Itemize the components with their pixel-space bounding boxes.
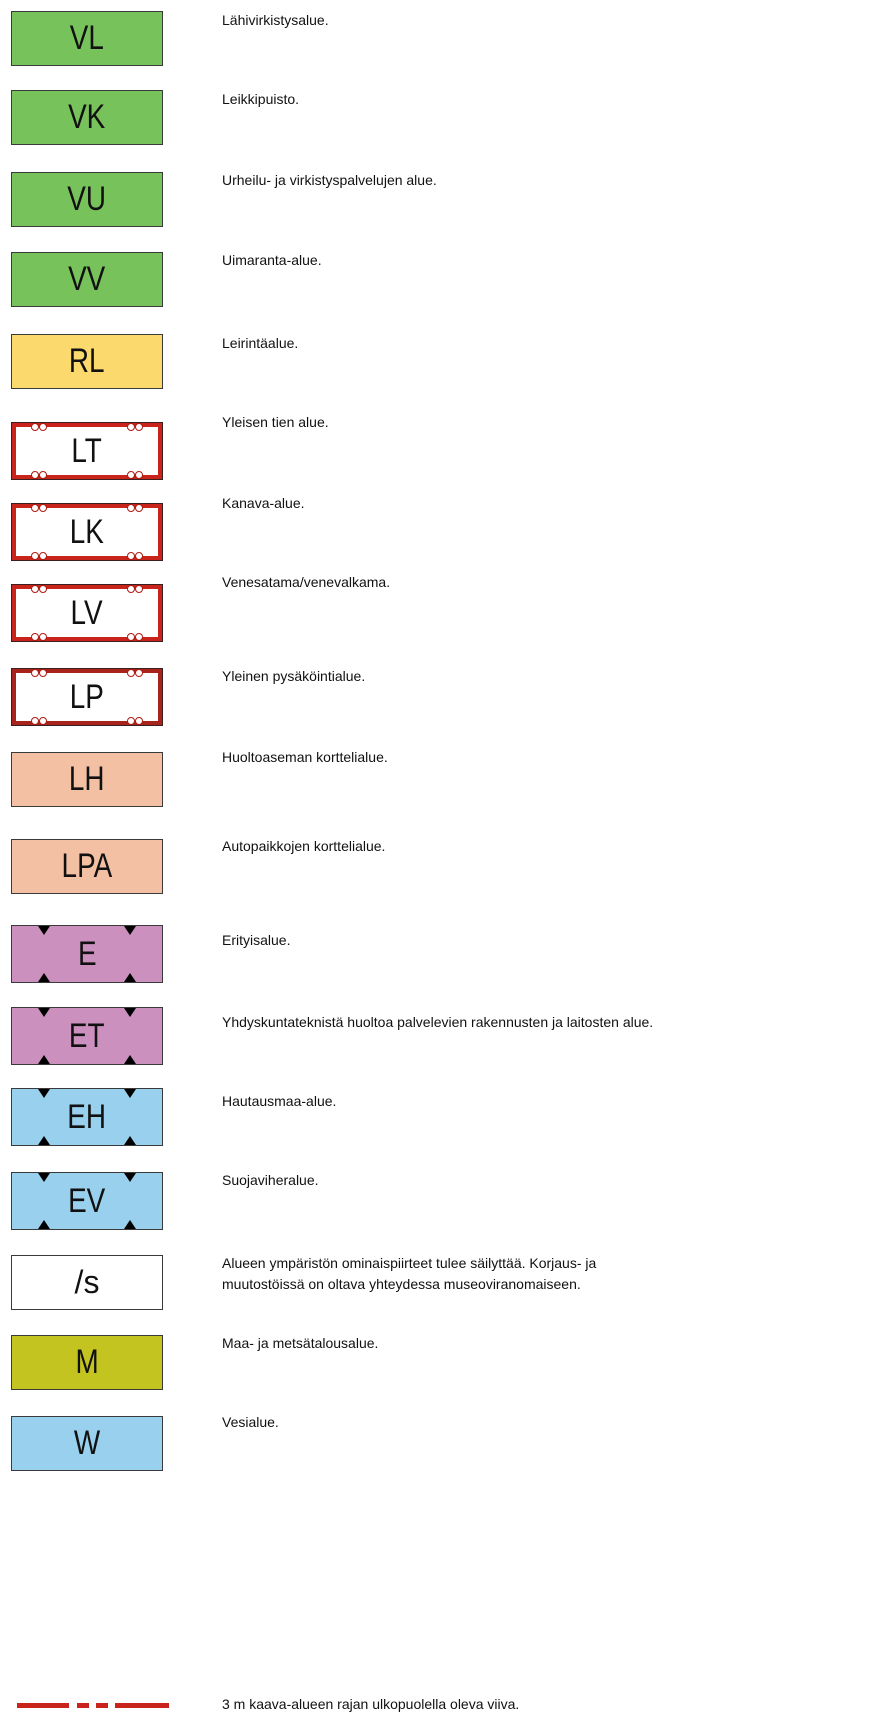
legend-swatch-vu [11,172,163,227]
triangle-marker-icon [124,1008,136,1017]
triangle-marker-icon [124,1055,136,1064]
legend-description: Yleisen tien alue. [222,414,329,430]
legend-swatch-lpa [11,839,163,894]
legend-description: Suojaviheralue. [222,1172,319,1188]
triangle-marker-icon [38,1136,50,1145]
triangle-marker-icon [124,1173,136,1182]
legend-description: Hautausmaa-alue. [222,1093,337,1109]
legend-row-s [0,1251,890,1321]
legend-swatch-s [11,1255,163,1310]
legend-row-m [0,1331,890,1401]
legend-swatch-et [11,1007,163,1065]
legend-description: Venesatama/venevalkama. [222,574,391,590]
legend-swatch-lh [11,752,163,807]
dot-ornament-icon [30,585,48,593]
legend-description: Yleinen pysäköintialue. [222,668,366,684]
legend-swatch-vv [11,252,163,307]
legend-swatch-e [11,925,163,983]
legend-code: VV [68,260,106,298]
legend-description: Maa- ja metsätalousalue. [222,1335,379,1351]
legend-swatch-vk [11,90,163,145]
legend-row-e [0,928,890,998]
triangle-marker-icon [38,1055,50,1064]
legend-description: Vesialue. [222,1414,279,1430]
legend-swatch-lv [11,584,163,642]
triangle-marker-icon [124,1089,136,1098]
legend-swatch-lk [11,503,163,561]
legend-swatch-ev [11,1172,163,1230]
legend-row-lh [0,745,890,815]
dot-ornament-icon [126,585,144,593]
legend-swatch-w [11,1416,163,1471]
dot-ornament-icon [30,504,48,512]
dot-ornament-icon [30,471,48,479]
legend-description [222,1253,596,1295]
legend-description: Urheilu- ja virkistyspalvelujen alue. [222,172,437,188]
legend-row-ev [0,1168,890,1238]
legend-code: LK [69,512,105,551]
boundary-line-description: 3 m kaava-alueen rajan ulkopuolella oleva viiva. [222,1696,520,1712]
legend-code: RL [69,342,105,380]
legend-description: Leirintäalue. [222,335,299,351]
dot-ornament-icon [126,423,144,431]
legend-swatch-rl [11,334,163,389]
triangle-marker-icon [124,926,136,935]
legend-description: Huoltoaseman korttelialue. [222,749,388,765]
legend-description-line: muutostöissä on oltava yhteydessa museoviranomaiseen. [222,1276,581,1292]
triangle-marker-icon [124,1220,136,1229]
legend-swatch-vl [11,11,163,66]
legend-swatch-m [11,1335,163,1390]
triangle-marker-icon [38,1089,50,1098]
legend-code: EV [68,1181,106,1220]
dot-ornament-icon [30,633,48,641]
legend-code: EH [67,1097,107,1136]
triangle-marker-icon [124,973,136,982]
dot-ornament-icon [126,633,144,641]
triangle-marker-icon [38,926,50,935]
legend-description-line: Alueen ympäristön ominaispiirteet tulee säilyttää. Korjaus- ja [222,1255,597,1271]
dot-ornament-icon [126,552,144,560]
legend-row-rl [0,331,890,401]
legend-code: VK [68,98,106,136]
legend-code: ET [69,1016,105,1055]
legend-row-w [0,1410,890,1480]
dot-ornament-icon [126,717,144,725]
legend-code: LV [70,593,104,632]
legend-description: Autopaikkojen korttelialue. [222,838,386,854]
legend-row-vk [0,87,890,157]
legend-code: E [77,934,97,973]
legend-row-lv [0,570,890,640]
dot-ornament-icon [30,669,48,677]
legend-description: Erityisalue. [222,932,291,948]
legend-code: W [73,1424,101,1462]
legend-description: Yhdyskuntateknistä huoltoa palvelevien rakennusten ja laitosten alue. [222,1014,654,1030]
triangle-marker-icon [124,1136,136,1145]
legend-row-eh [0,1089,890,1159]
triangle-marker-icon [38,1008,50,1017]
legend-code: LT [71,431,103,470]
legend-description: Lähivirkistysalue. [222,12,329,28]
legend-row-lt [0,410,890,480]
triangle-marker-icon [38,973,50,982]
dot-ornament-icon [30,717,48,725]
legend-description: Kanava-alue. [222,495,305,511]
legend-row-vl [0,8,890,78]
legend-code: LH [69,760,105,798]
legend-code: M [75,1343,99,1381]
boundary-dashed-line-icon [17,1703,169,1708]
dot-ornament-icon [126,504,144,512]
legend-code: /s [74,1264,100,1300]
legend-swatch-lp [11,668,163,726]
legend-row-vv [0,248,890,318]
legend-swatch-eh [11,1088,163,1146]
legend-code: LP [69,677,105,716]
triangle-marker-icon [38,1220,50,1229]
legend-code: LPA [61,847,113,885]
dot-ornament-icon [30,552,48,560]
legend-row-vu [0,168,890,238]
legend-code: VL [69,19,105,57]
dot-ornament-icon [126,669,144,677]
legend-row-et [0,1010,890,1080]
legend-code: VU [67,180,107,218]
legend-swatch-lt [11,422,163,480]
dot-ornament-icon [126,471,144,479]
dot-ornament-icon [30,423,48,431]
legend-description: Leikkipuisto. [222,91,300,107]
legend-row-lp [0,664,890,734]
triangle-marker-icon [38,1173,50,1182]
legend-description: Uimaranta-alue. [222,252,322,268]
legend-row-lk [0,491,890,561]
legend-row-lpa [0,834,890,904]
